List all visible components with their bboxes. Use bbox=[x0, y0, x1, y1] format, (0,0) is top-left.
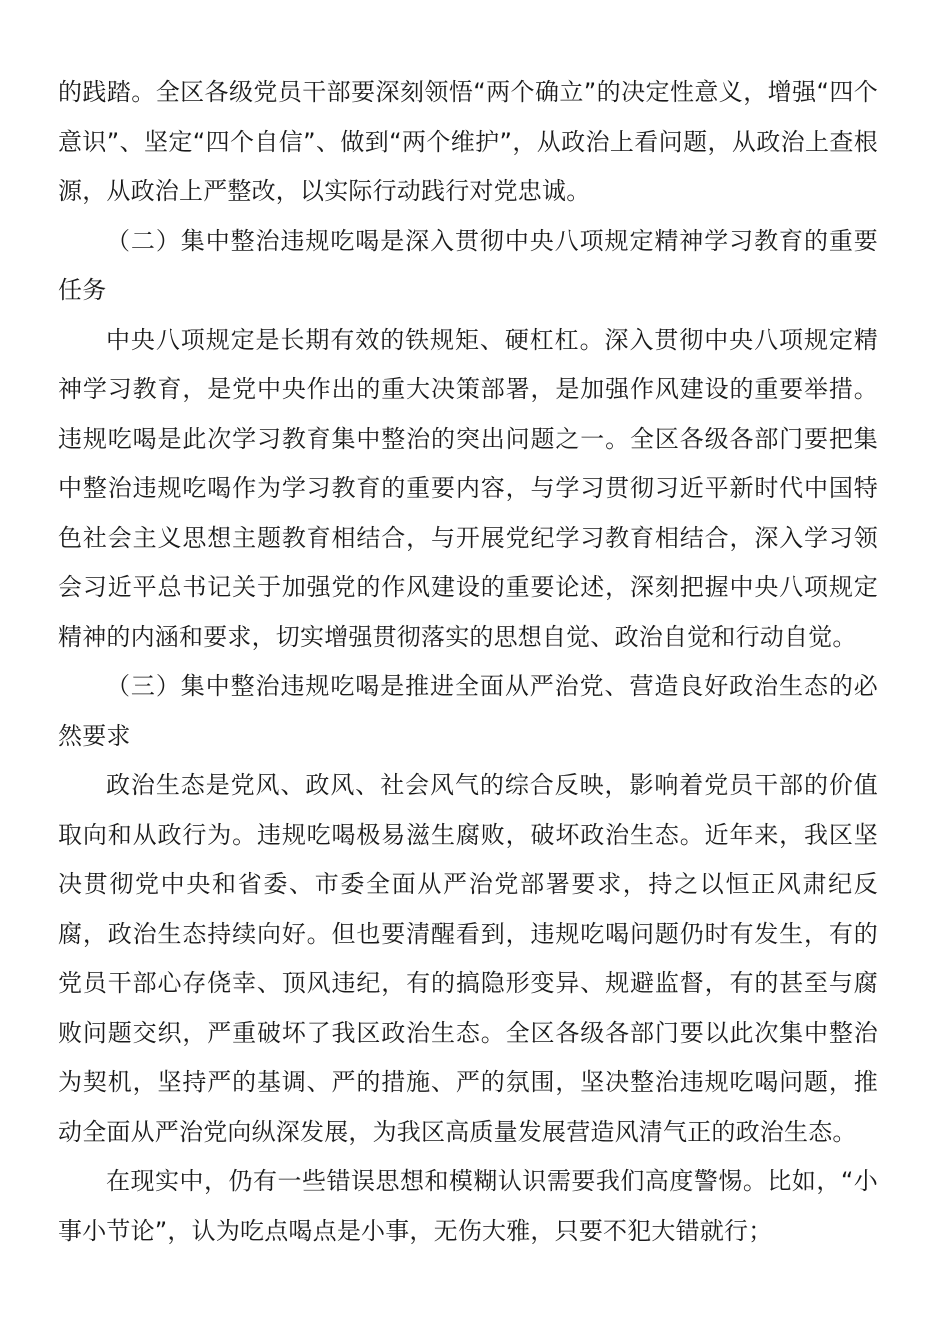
paragraph-section-2: 中央八项规定是长期有效的铁规矩、硬杠杠。深入贯彻中央八项规定精神学习教育，是党中央作出的重大决策部署，是加强作风建设的重要举措。违规吃喝是此次学习教育集中整治的突出问题之一。全区各级各部门要把集中整治违规吃喝作为学习教育的重要内容，与学习贯彻习近平新时代中国特色社会主义思想主题教育相结合，与开展党纪学习教育相结合，深入学习领会习近平总书记关于加强党的作风建设的重要论述，深刻把握中央八项规定精神的内涵和要求，切实增强贯彻落实的思想自觉、政治自觉和行动自觉。 bbox=[58, 325, 878, 651]
document-body bbox=[58, 68, 878, 1256]
section-heading-3: （三）集中整治违规吃喝是推进全面从严治党、营造良好政治生态的必然要求 bbox=[58, 672, 878, 750]
paragraph-misconceptions: 在现实中，仍有一些错误思想和模糊认识需要我们高度警惕。比如，“小事小节论”，认为吃点喝点是小事，无伤大雅，只要不犯大错就行； bbox=[58, 1167, 878, 1245]
paragraph-continuation: 的践踏。全区各级党员干部要深刻领悟“两个确立”的决定性意义，增强“四个意识”、坚定“四个自信”、做到“两个维护”，从政治上看问题，从政治上查根源，从政治上严整改，以实际行动践行对党忠诚。 bbox=[58, 78, 878, 205]
section-heading-2: （二）集中整治违规吃喝是深入贯彻中央八项规定精神学习教育的重要任务 bbox=[58, 226, 878, 304]
paragraph-section-3: 政治生态是党风、政风、社会风气的综合反映，影响着党员干部的价值取向和从政行为。违规吃喝极易滋生腐败，破坏政治生态。近年来，我区坚决贯彻党中央和省委、市委全面从严治党部署要求，持之以恒正风肃纪反腐，政治生态持续向好。但也要清醒看到，违规吃喝问题仍时有发生，有的党员干部心存侥幸、顶风违纪，有的搞隐形变异、规避监督，有的甚至与腐败问题交织，严重破坏了我区政治生态。全区各级各部门要以此次集中整治为契机，坚持严的基调、严的措施、严的氛围，坚决整治违规吃喝问题，推动全面从严治党向纵深发展，为我区高质量发展营造风清气正的政治生态。 bbox=[58, 771, 878, 1146]
